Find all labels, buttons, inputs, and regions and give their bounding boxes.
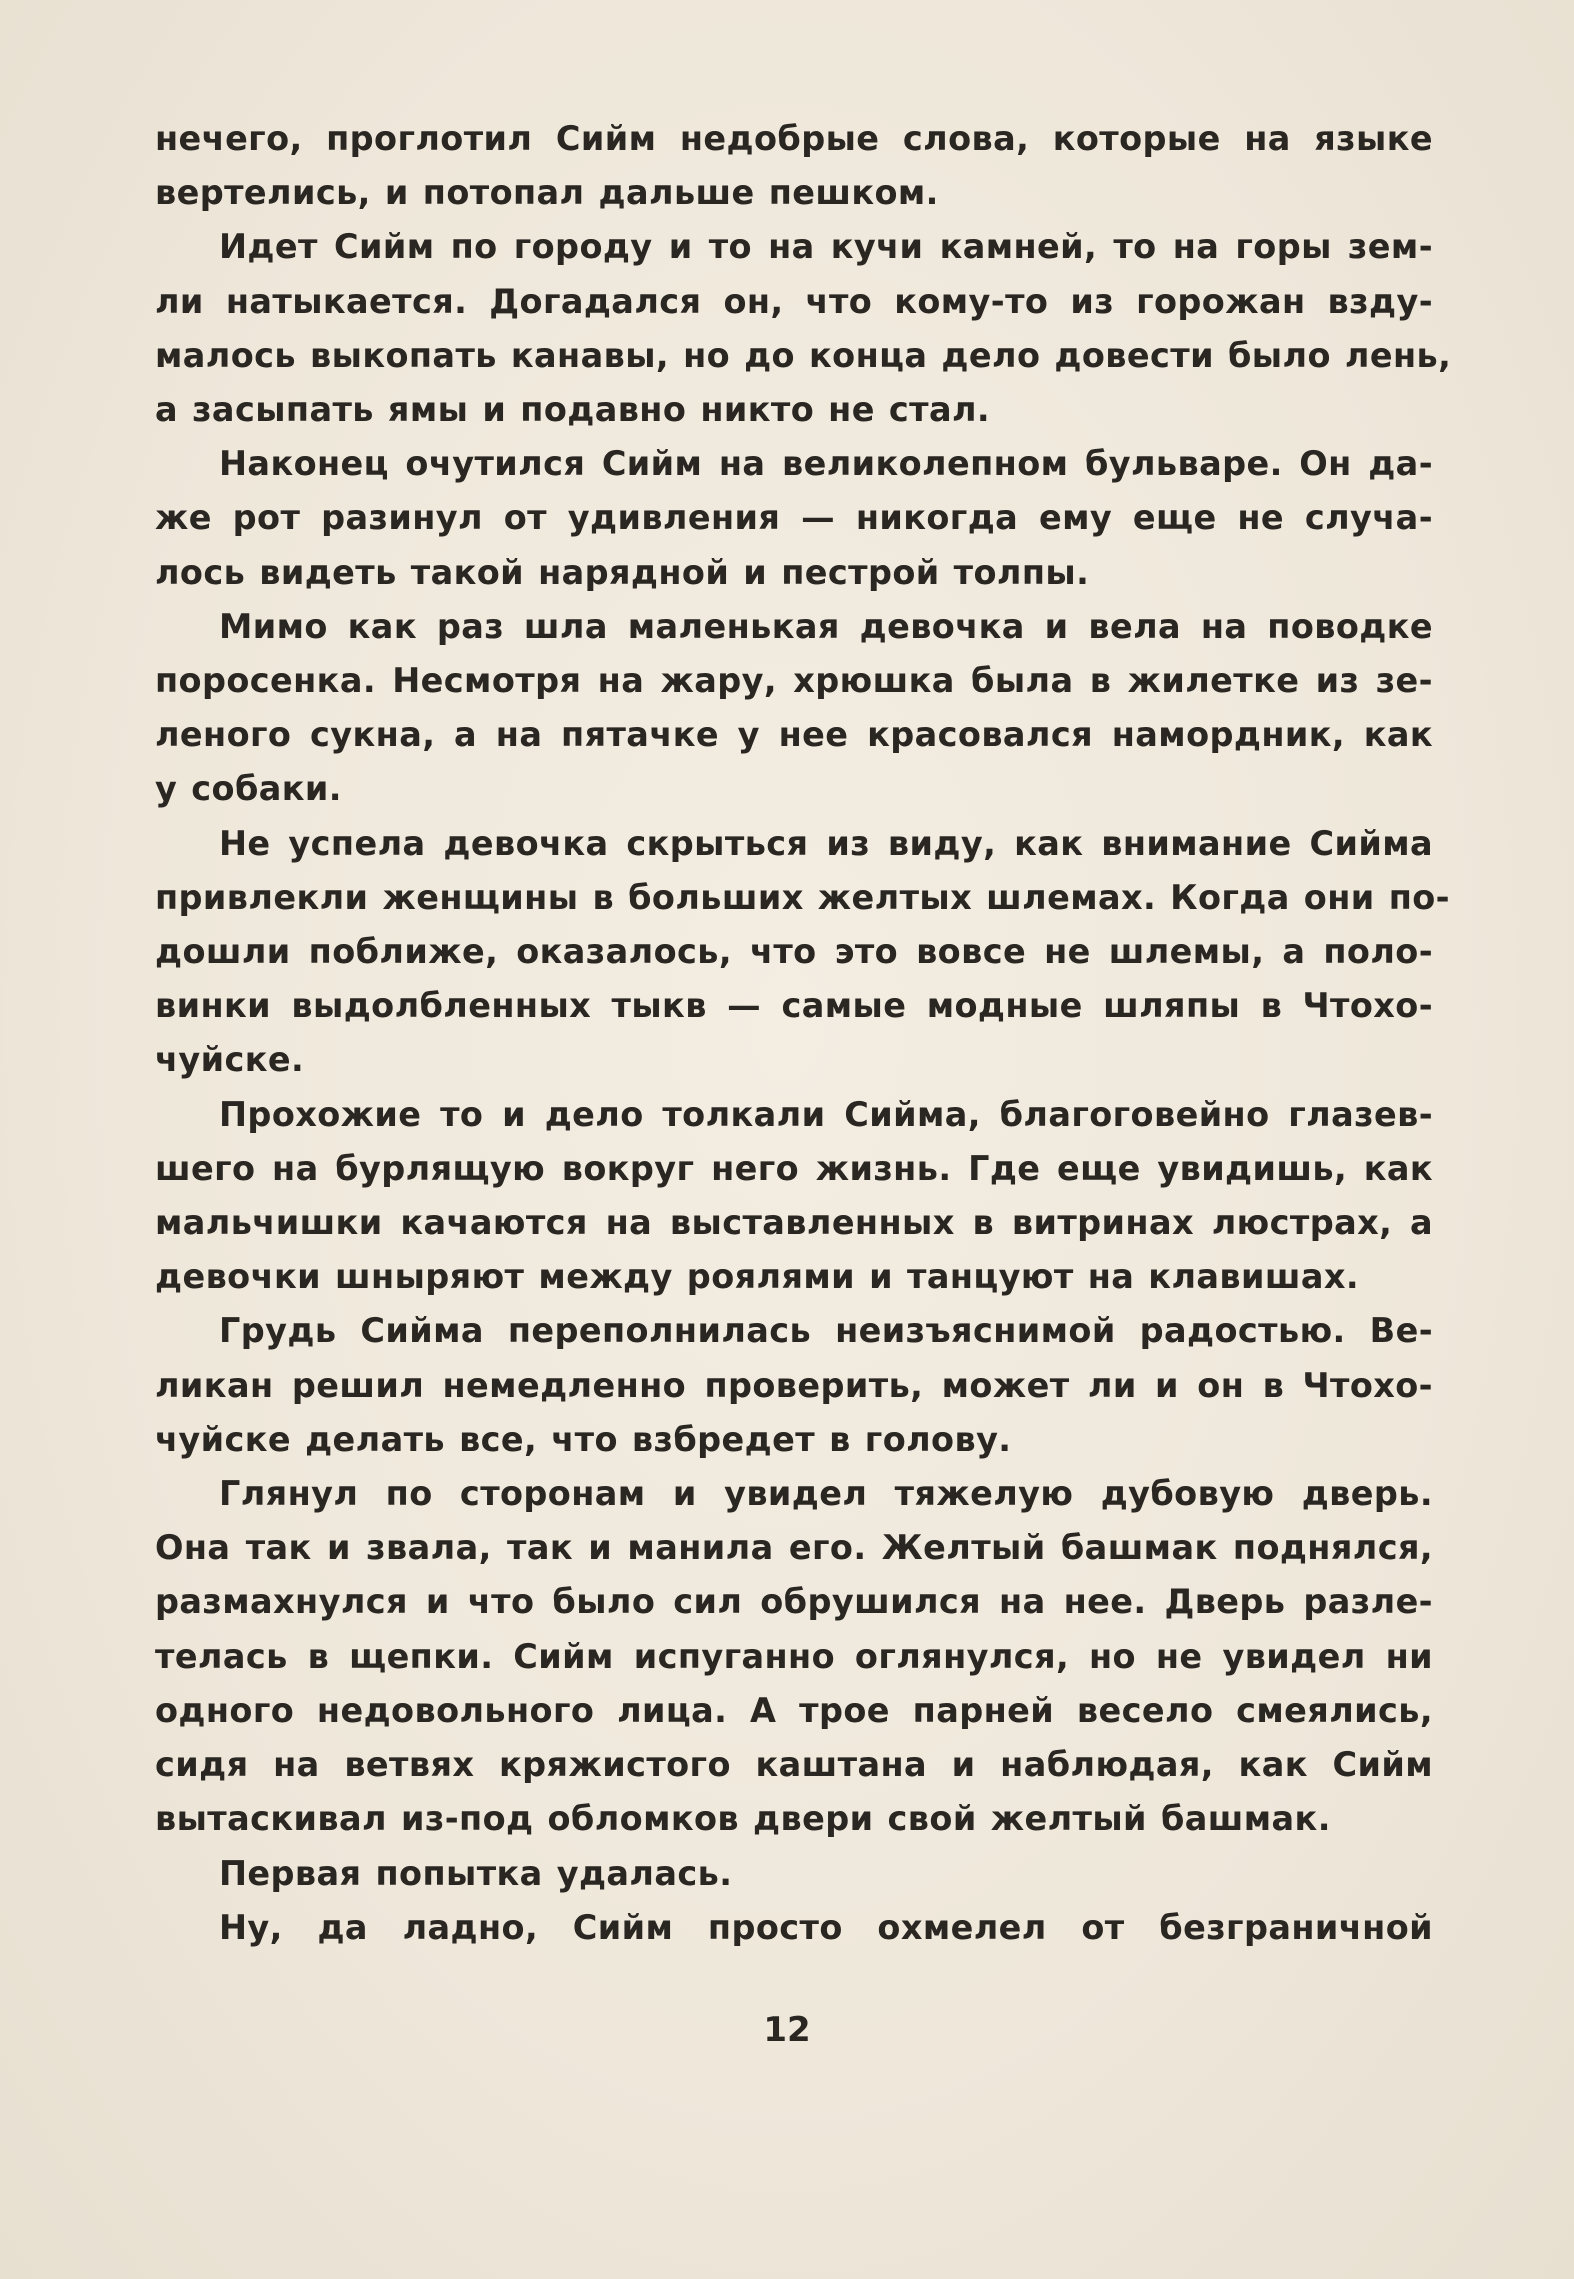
text-line: Не успела девочка скрыться из виду, как внимание Сийма [219, 823, 1433, 863]
text-line: винки выдолбленных тыкв — самые модные шляпы в Чтохо- [155, 986, 1433, 1026]
text-line: у собаки. [155, 769, 342, 809]
text-line: вытаскивал из-под обломков двери свой желтый башмак. [155, 1799, 1331, 1839]
text-line: а засыпать ямы и подавно никто не стал. [155, 390, 991, 430]
text-line: ли натыкается. Догадался он, что кому-то из горожан взду- [155, 281, 1433, 321]
paragraph [155, 1304, 1433, 1467]
page-number: 12 [763, 2010, 811, 2050]
text-line: Грудь Сийма переполнилась неизъяснимой радостью. Ве- [219, 1311, 1433, 1351]
text-line: телась в щепки. Сийм испуганно оглянулся, но не увидел ни [155, 1636, 1433, 1676]
paragraph [155, 220, 1452, 437]
paragraph [155, 1901, 1433, 1955]
text-line: ликан решил немедленно проверить, может ли и он в Чтохо- [155, 1365, 1433, 1405]
text-line: дошли поближе, оказалось, что это вовсе не шлемы, а поло- [155, 932, 1433, 972]
text-line: Наконец очутился Сийм на великолепном бульваре. Он да- [219, 444, 1433, 484]
text-line: сидя на ветвях кряжистого каштана и наблюдая, как Сийм [155, 1745, 1433, 1785]
text-line: Она так и звала, так и манила его. Желтый башмак поднялся, [155, 1528, 1433, 1568]
text-line: Мимо как раз шла маленькая девочка и вела на поводке [219, 606, 1433, 646]
text-line: привлекли женщины в больших желтых шлемах. Когда они по- [155, 877, 1450, 917]
text-line: девочки шныряют между роялями и танцуют на клавишах. [155, 1257, 1359, 1297]
text-line: нечего, проглотил Сийм недобрые слова, которые на языке [155, 119, 1433, 158]
text-line: одного недовольного лица. А трое парней весело смеялись, [155, 1690, 1433, 1730]
paragraph [155, 817, 1450, 1088]
text-line: леного сукна, а на пятачке у нее красовался намордник, как [155, 715, 1433, 755]
paragraph [155, 1847, 1433, 1901]
paragraph [155, 437, 1433, 600]
text-line: же рот разинул от удивления — никогда ему еще не случа- [155, 498, 1433, 538]
text-line: Идет Сийм по городу и то на кучи камней, то на горы зем- [219, 227, 1433, 267]
text-line: поросенка. Несмотря на жару, хрюшка была в жилетке из зе- [155, 661, 1433, 701]
paragraph [155, 1467, 1433, 1846]
text-line: Первая попытка удалась. [219, 1853, 733, 1893]
body-text [155, 112, 1452, 1955]
paragraph [155, 112, 1433, 220]
text-line: Прохожие то и дело толкали Сийма, благоговейно глазев- [219, 1094, 1433, 1134]
text-line: мальчишки качаются на выставленных в витринах люстрах, а [155, 1203, 1433, 1243]
text-line: лось видеть такой нарядной и пестрой толпы. [155, 552, 1090, 592]
text-line: размахнулся и что было сил обрушился на нее. Дверь разле- [155, 1582, 1433, 1622]
text-line: шего на бурлящую вокруг него жизнь. Где еще увидишь, как [155, 1148, 1433, 1188]
text-line: чуйске делать все, что взбредет в голову. [155, 1419, 1012, 1459]
text-line: Глянул по сторонам и увидел тяжелую дубовую дверь. [219, 1474, 1433, 1514]
text-line: чуйске. [155, 1040, 305, 1080]
paragraph [155, 600, 1433, 817]
text-line: малось выкопать канавы, но до конца дело довести было лень, [155, 335, 1452, 375]
text-line: вертелись, и потопал дальше пешком. [155, 173, 939, 213]
text-line: Ну, да ладно, Сийм просто охмелел от безграничной [219, 1907, 1433, 1947]
paragraph [155, 1088, 1433, 1305]
